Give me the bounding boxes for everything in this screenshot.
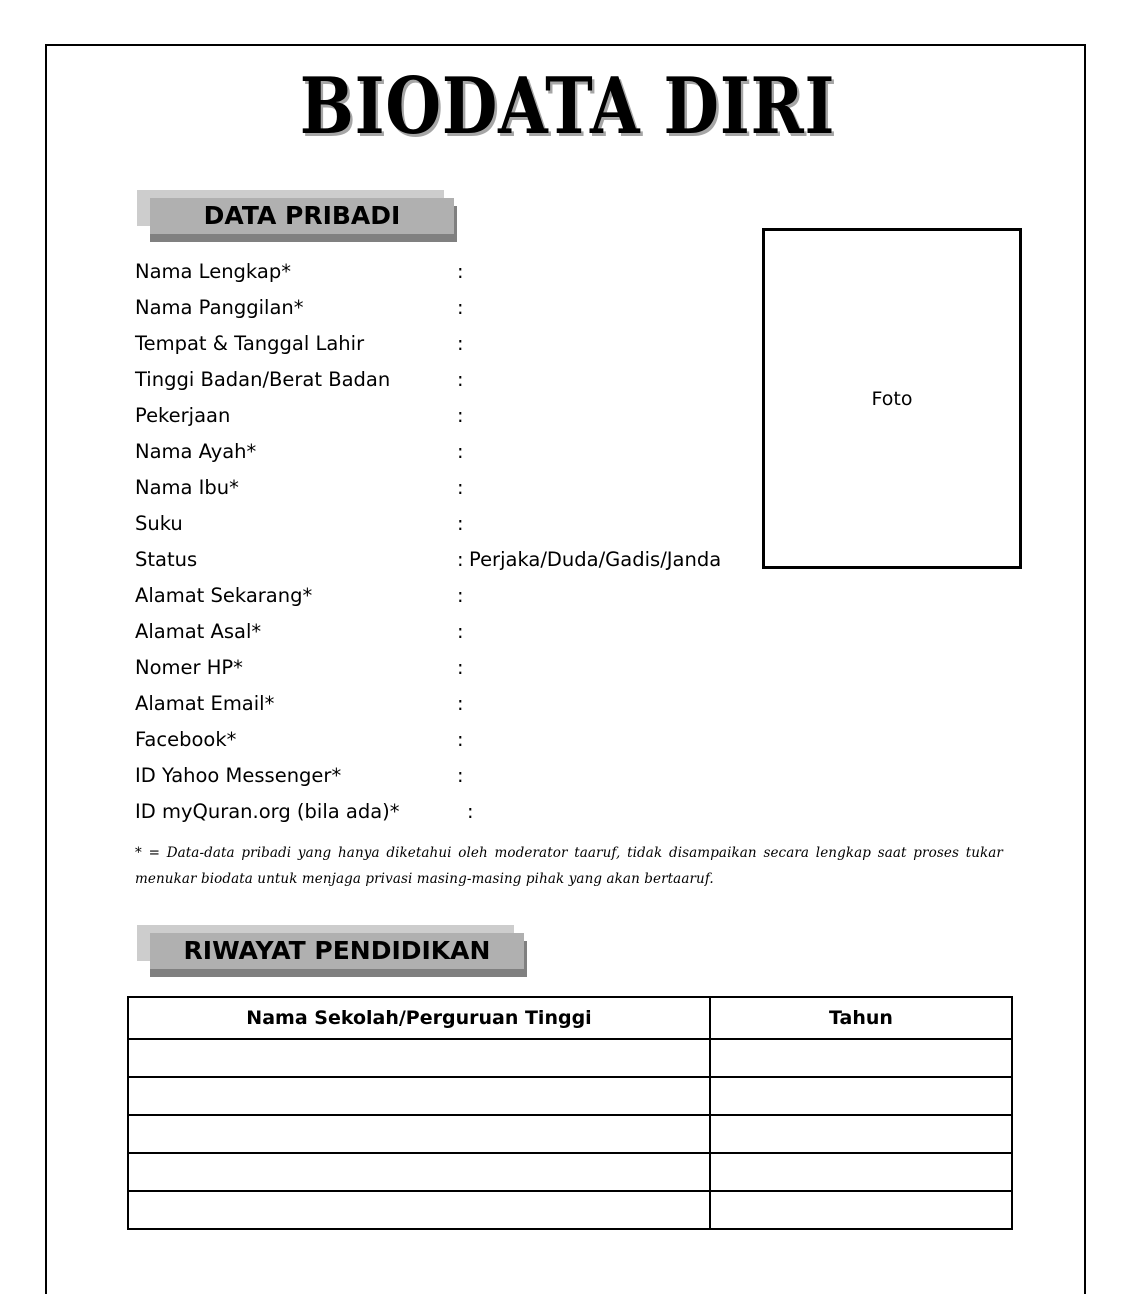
field-label: Alamat Asal*: [135, 620, 262, 643]
cell-school[interactable]: [128, 1191, 710, 1229]
section-header-riwayat-pendidikan-label: RIWAYAT PENDIDIKAN: [183, 936, 491, 965]
field-label: Nama Ibu*: [135, 476, 239, 499]
field-colon: :: [457, 512, 464, 535]
photo-placeholder-label: Foto: [871, 387, 913, 410]
field-label: Nama Lengkap*: [135, 260, 291, 283]
field-row-alamat-email: [135, 686, 755, 722]
field-label: Tempat & Tanggal Lahir: [135, 332, 365, 355]
field-label: Status: [135, 548, 198, 571]
table-row: [128, 1115, 1012, 1153]
field-colon: :: [457, 584, 464, 607]
field-colon: :: [457, 476, 464, 499]
table-row: [128, 1077, 1012, 1115]
field-label: Alamat Sekarang*: [135, 584, 313, 607]
field-row-nama-ibu: [135, 470, 755, 506]
field-label: Pekerjaan: [135, 404, 231, 427]
table-row: [128, 1153, 1012, 1191]
field-row-pekerjaan: [135, 398, 755, 434]
privacy-footnote: * = Data-data pribadi yang hanya diketahui oleh moderator taaruf, tidak disampaikan secara lengkap saat proses tukar menukar biodata untuk menjaga privasi masing-masing pihak yang akan bertaaruf.: [135, 845, 1003, 887]
page-title: BIODATA DIRI: [299, 61, 836, 152]
field-row-alamat-sekarang: [135, 578, 755, 614]
field-value-status-options[interactable]: Perjaka/Duda/Gadis/Janda: [469, 548, 722, 571]
field-colon: :: [457, 332, 464, 355]
field-row-nomer-hp: [135, 650, 755, 686]
field-label: Tinggi Badan/Berat Badan: [135, 368, 391, 391]
field-colon: :: [457, 440, 464, 463]
field-row-id-yahoo-messenger: [135, 758, 755, 794]
field-row-facebook: [135, 722, 755, 758]
cell-year[interactable]: [710, 1115, 1012, 1153]
section-header-riwayat-pendidikan: [137, 925, 514, 977]
education-history-table: [127, 996, 1013, 1230]
field-label: ID myQuran.org (bila ada)*: [135, 800, 400, 823]
field-row-tempat-tanggal-lahir: [135, 326, 755, 362]
field-colon: :: [457, 620, 464, 643]
column-header-school: Nama Sekolah/Perguruan Tinggi: [128, 997, 710, 1039]
table-row: [128, 1191, 1012, 1229]
field-colon: :: [457, 404, 464, 427]
field-colon: :: [457, 728, 464, 751]
field-colon: :: [457, 296, 464, 319]
field-colon: :: [457, 764, 464, 787]
cell-school[interactable]: [128, 1115, 710, 1153]
field-label: Alamat Email*: [135, 692, 275, 715]
table-header-row: [128, 997, 1012, 1039]
cell-year[interactable]: [710, 1191, 1012, 1229]
column-header-year: Tahun: [710, 997, 1012, 1039]
photo-placeholder-box[interactable]: [762, 228, 1022, 569]
cell-school[interactable]: [128, 1153, 710, 1191]
field-label: Nama Panggilan*: [135, 296, 304, 319]
field-row-status: [135, 542, 755, 578]
field-row-nama-lengkap: [135, 254, 755, 290]
field-row-id-myquran: [135, 794, 755, 830]
section-header-data-pribadi: [137, 190, 444, 242]
field-label: Facebook*: [135, 728, 237, 751]
cell-school[interactable]: [128, 1039, 710, 1077]
section-header-data-pribadi-label: DATA PRIBADI: [203, 201, 401, 230]
field-colon: :: [457, 692, 464, 715]
field-colon: :: [457, 548, 464, 571]
table-row: [128, 1039, 1012, 1077]
cell-year[interactable]: [710, 1077, 1012, 1115]
field-colon: :: [457, 656, 464, 679]
field-colon: :: [467, 800, 474, 823]
cell-year[interactable]: [710, 1153, 1012, 1191]
field-row-nama-ayah: [135, 434, 755, 470]
field-label: Suku: [135, 512, 183, 535]
field-row-alamat-asal: [135, 614, 755, 650]
field-label: ID Yahoo Messenger*: [135, 764, 342, 787]
document-page: [45, 44, 1086, 1294]
field-colon: :: [457, 260, 464, 283]
cell-year[interactable]: [710, 1039, 1012, 1077]
field-label: Nama Ayah*: [135, 440, 257, 463]
field-label: Nomer HP*: [135, 656, 243, 679]
cell-school[interactable]: [128, 1077, 710, 1115]
field-row-nama-panggilan: [135, 290, 755, 326]
personal-data-field-list: [135, 254, 755, 830]
field-colon: :: [457, 368, 464, 391]
field-row-suku: [135, 506, 755, 542]
field-row-tinggi-berat-badan: [135, 362, 755, 398]
